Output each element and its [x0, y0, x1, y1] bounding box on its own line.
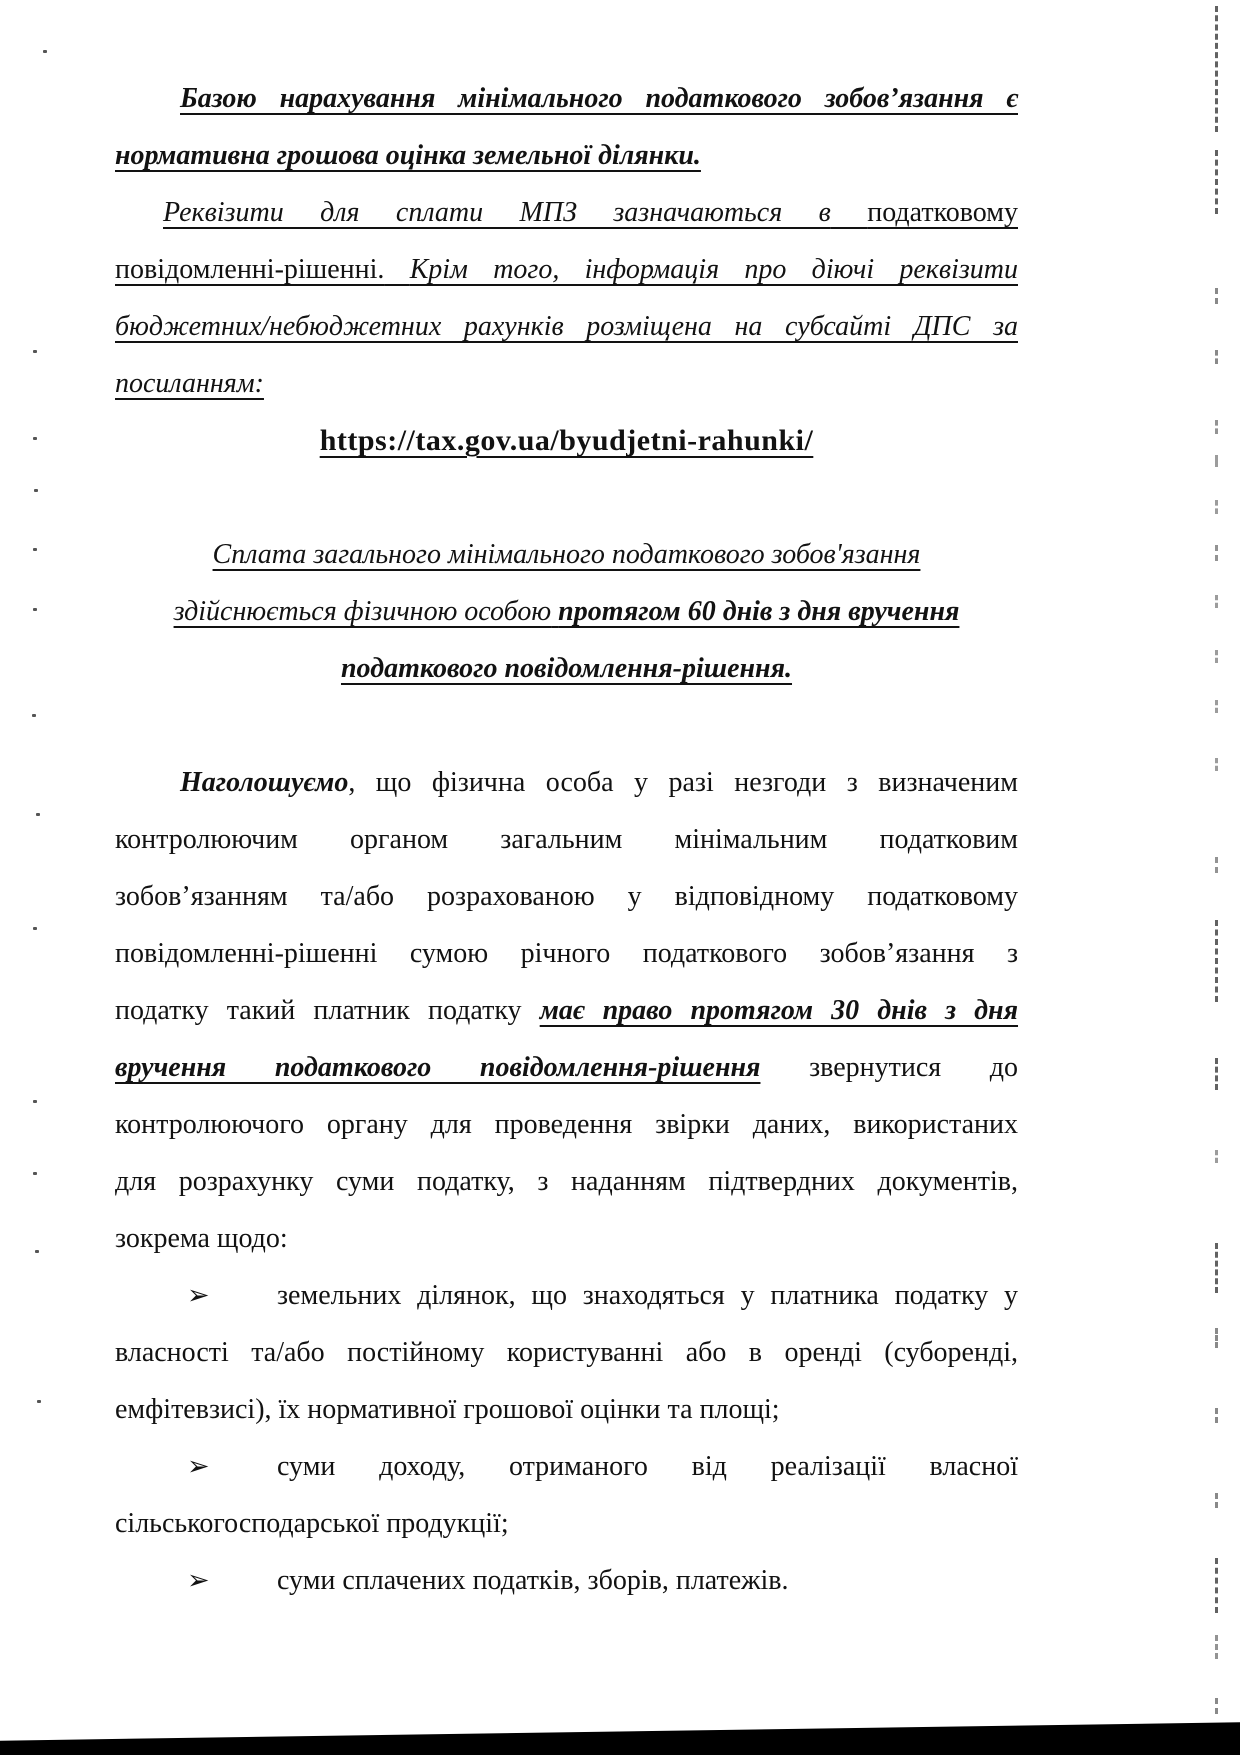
scan-dash-segment	[1215, 1328, 1218, 1348]
scan-dash-segment	[1215, 1408, 1218, 1423]
scan-dash-segment	[1215, 1243, 1218, 1293]
scan-dash-segment	[1215, 1150, 1218, 1163]
bullet2-line2-text: сільськогосподарської продукції;	[115, 1508, 509, 1539]
scan-dash-segment	[1215, 650, 1218, 663]
scan-speckle	[32, 714, 36, 717]
bullet1-line3-text: емфітевзисі), їх нормативної грошової оцінки та площі;	[115, 1394, 780, 1425]
scan-speckle	[33, 927, 37, 930]
scan-dash-segment	[1215, 758, 1218, 771]
main-line5	[115, 982, 1018, 1039]
scan-dash-segment	[1215, 857, 1218, 873]
main-line3	[115, 868, 1018, 925]
scan-dash-segment	[1215, 1493, 1218, 1508]
scan-dash-segment	[1215, 500, 1218, 514]
main-line2-text: контролюючим органом загальним мінімальним податковим	[115, 824, 1018, 855]
scan-dash-segment	[1215, 545, 1218, 561]
bullet-arrow-icon: ➢	[187, 1280, 210, 1311]
main-line6-plain: звернутися до	[809, 1052, 1019, 1083]
scan-speckle	[35, 1250, 39, 1253]
requisites-line1-upright: податковому	[867, 197, 1018, 228]
requisites-line3	[115, 298, 1018, 355]
main-line8	[115, 1153, 1018, 1210]
scan-speckle	[36, 813, 40, 816]
bottom-scan-bar	[0, 1722, 1240, 1755]
scan-dash-segment	[1215, 6, 1218, 132]
bullet1-line2	[115, 1324, 1018, 1381]
main-line1-bold: Наголошуємо	[180, 767, 349, 798]
heading1-line1	[115, 70, 1018, 127]
blank-line	[115, 697, 1018, 754]
requisites-line1-italic: Реквізити для сплати МПЗ зазначаються в	[163, 197, 831, 228]
heading1-line1-text: Базою нарахування мінімального податкового зобов’язання є	[180, 83, 1018, 114]
scan-speckle	[33, 1100, 37, 1103]
requisites-line2-upright: повідомленні-рішенні.	[115, 254, 385, 285]
document-text-column	[115, 70, 1018, 1609]
bullet-item-2	[115, 1438, 1018, 1495]
scan-speckle	[43, 50, 47, 53]
url-line	[115, 412, 1018, 469]
scan-dash-segment	[1215, 595, 1218, 608]
heading2-line2-bold: протягом 60 днів з дня вручення	[558, 596, 960, 627]
heading2-line2	[115, 583, 1018, 640]
scan-dash-segment	[1215, 1635, 1218, 1659]
main-line9-text: зокрема щодо:	[115, 1223, 288, 1254]
main-line6	[115, 1039, 1018, 1096]
scan-speckle	[34, 489, 38, 492]
scan-dash-segment	[1215, 455, 1218, 467]
main-line5-plain: податку такий платник податку	[115, 995, 522, 1026]
main-line5-bold: має право протягом 30 днів з дня	[539, 995, 1019, 1026]
bullet-item-3	[115, 1552, 1018, 1609]
bullet2-line1-text: суми доходу, отриманого від реалізації власної	[277, 1451, 1018, 1482]
main-line8-text: для розрахунку суми податку, з наданням підтвердних документів,	[115, 1166, 1018, 1197]
scan-dash-segment	[1215, 420, 1218, 434]
requisites-line4	[115, 355, 1018, 412]
requisites-line4-text: посиланням:	[115, 368, 264, 399]
scan-dash-segment	[1215, 1558, 1218, 1613]
bullet-arrow-icon: ➢	[187, 1451, 210, 1482]
main-line1-rest: , що фізична особа у разі незгоди з визначеним	[348, 767, 1018, 798]
scan-speckle	[33, 608, 37, 611]
heading2-line3	[115, 640, 1018, 697]
scan-dash-segment	[1215, 288, 1218, 304]
scan-dash-segment	[1215, 1698, 1218, 1714]
blank-line	[115, 469, 1018, 526]
url-link[interactable]: https://tax.gov.ua/byudjetni-rahunki/	[319, 424, 814, 457]
main-line7-text: контролюючого органу для проведення звірки даних, використаних	[115, 1109, 1018, 1140]
scan-speckle	[33, 1172, 37, 1175]
scan-dash-segment	[1215, 350, 1218, 364]
bullet2-line2	[115, 1495, 1018, 1552]
requisites-line2	[115, 241, 1018, 298]
scan-speckle	[33, 350, 37, 353]
requisites-line1	[115, 184, 1018, 241]
main-line7	[115, 1096, 1018, 1153]
scan-speckle	[37, 1400, 41, 1403]
scan-dash-segment	[1215, 1058, 1218, 1090]
bullet3-line1-text: суми сплачених податків, зборів, платежів.	[277, 1565, 789, 1596]
bullet1-line1-text: земельних ділянок, що знаходяться у платника податку у	[277, 1280, 1018, 1311]
scan-dash-segment	[1215, 920, 1218, 1002]
main-line9	[115, 1210, 1018, 1267]
main-line3-text: зобов’язанням та/або розрахованою у відповідному податковому	[115, 881, 1018, 912]
heading2-line1	[115, 526, 1018, 583]
heading1-line2-text: нормативна грошова оцінка земельної ділянки.	[115, 140, 701, 171]
bullet1-line2-text: власності та/або постійному користуванні або в оренді (суборенді,	[115, 1337, 1018, 1368]
main-line1	[115, 754, 1018, 811]
scan-dash-segment	[1215, 150, 1218, 214]
requisites-line3-text: бюджетних/небюджетних рахунків розміщена на субсайті ДПС за	[115, 311, 1018, 342]
heading2-line2-regular: здійснюється фізичною особою	[173, 596, 552, 627]
scan-dash-segment	[1215, 700, 1218, 713]
heading2-line3-text: податкового повідомлення-рішення.	[340, 653, 793, 684]
main-line4	[115, 925, 1018, 982]
bullet1-line3	[115, 1381, 1018, 1438]
main-line2	[115, 811, 1018, 868]
heading2-line1-text: Сплата загального мінімального податкового зобов'язання	[212, 539, 921, 570]
main-line6-bold: вручення податкового повідомлення-рішення	[115, 1052, 761, 1083]
main-line4-text: повідомленні-рішенні сумою річного податкового зобов’язання з	[115, 938, 1018, 969]
scan-speckle	[33, 437, 37, 440]
heading1-line2	[115, 127, 1018, 184]
bullet-item-1	[115, 1267, 1018, 1324]
scan-speckle	[33, 548, 37, 551]
requisites-line2-italic: Крім того, інформація про діючі реквізити	[409, 254, 1018, 285]
bullet-arrow-icon: ➢	[187, 1565, 210, 1596]
